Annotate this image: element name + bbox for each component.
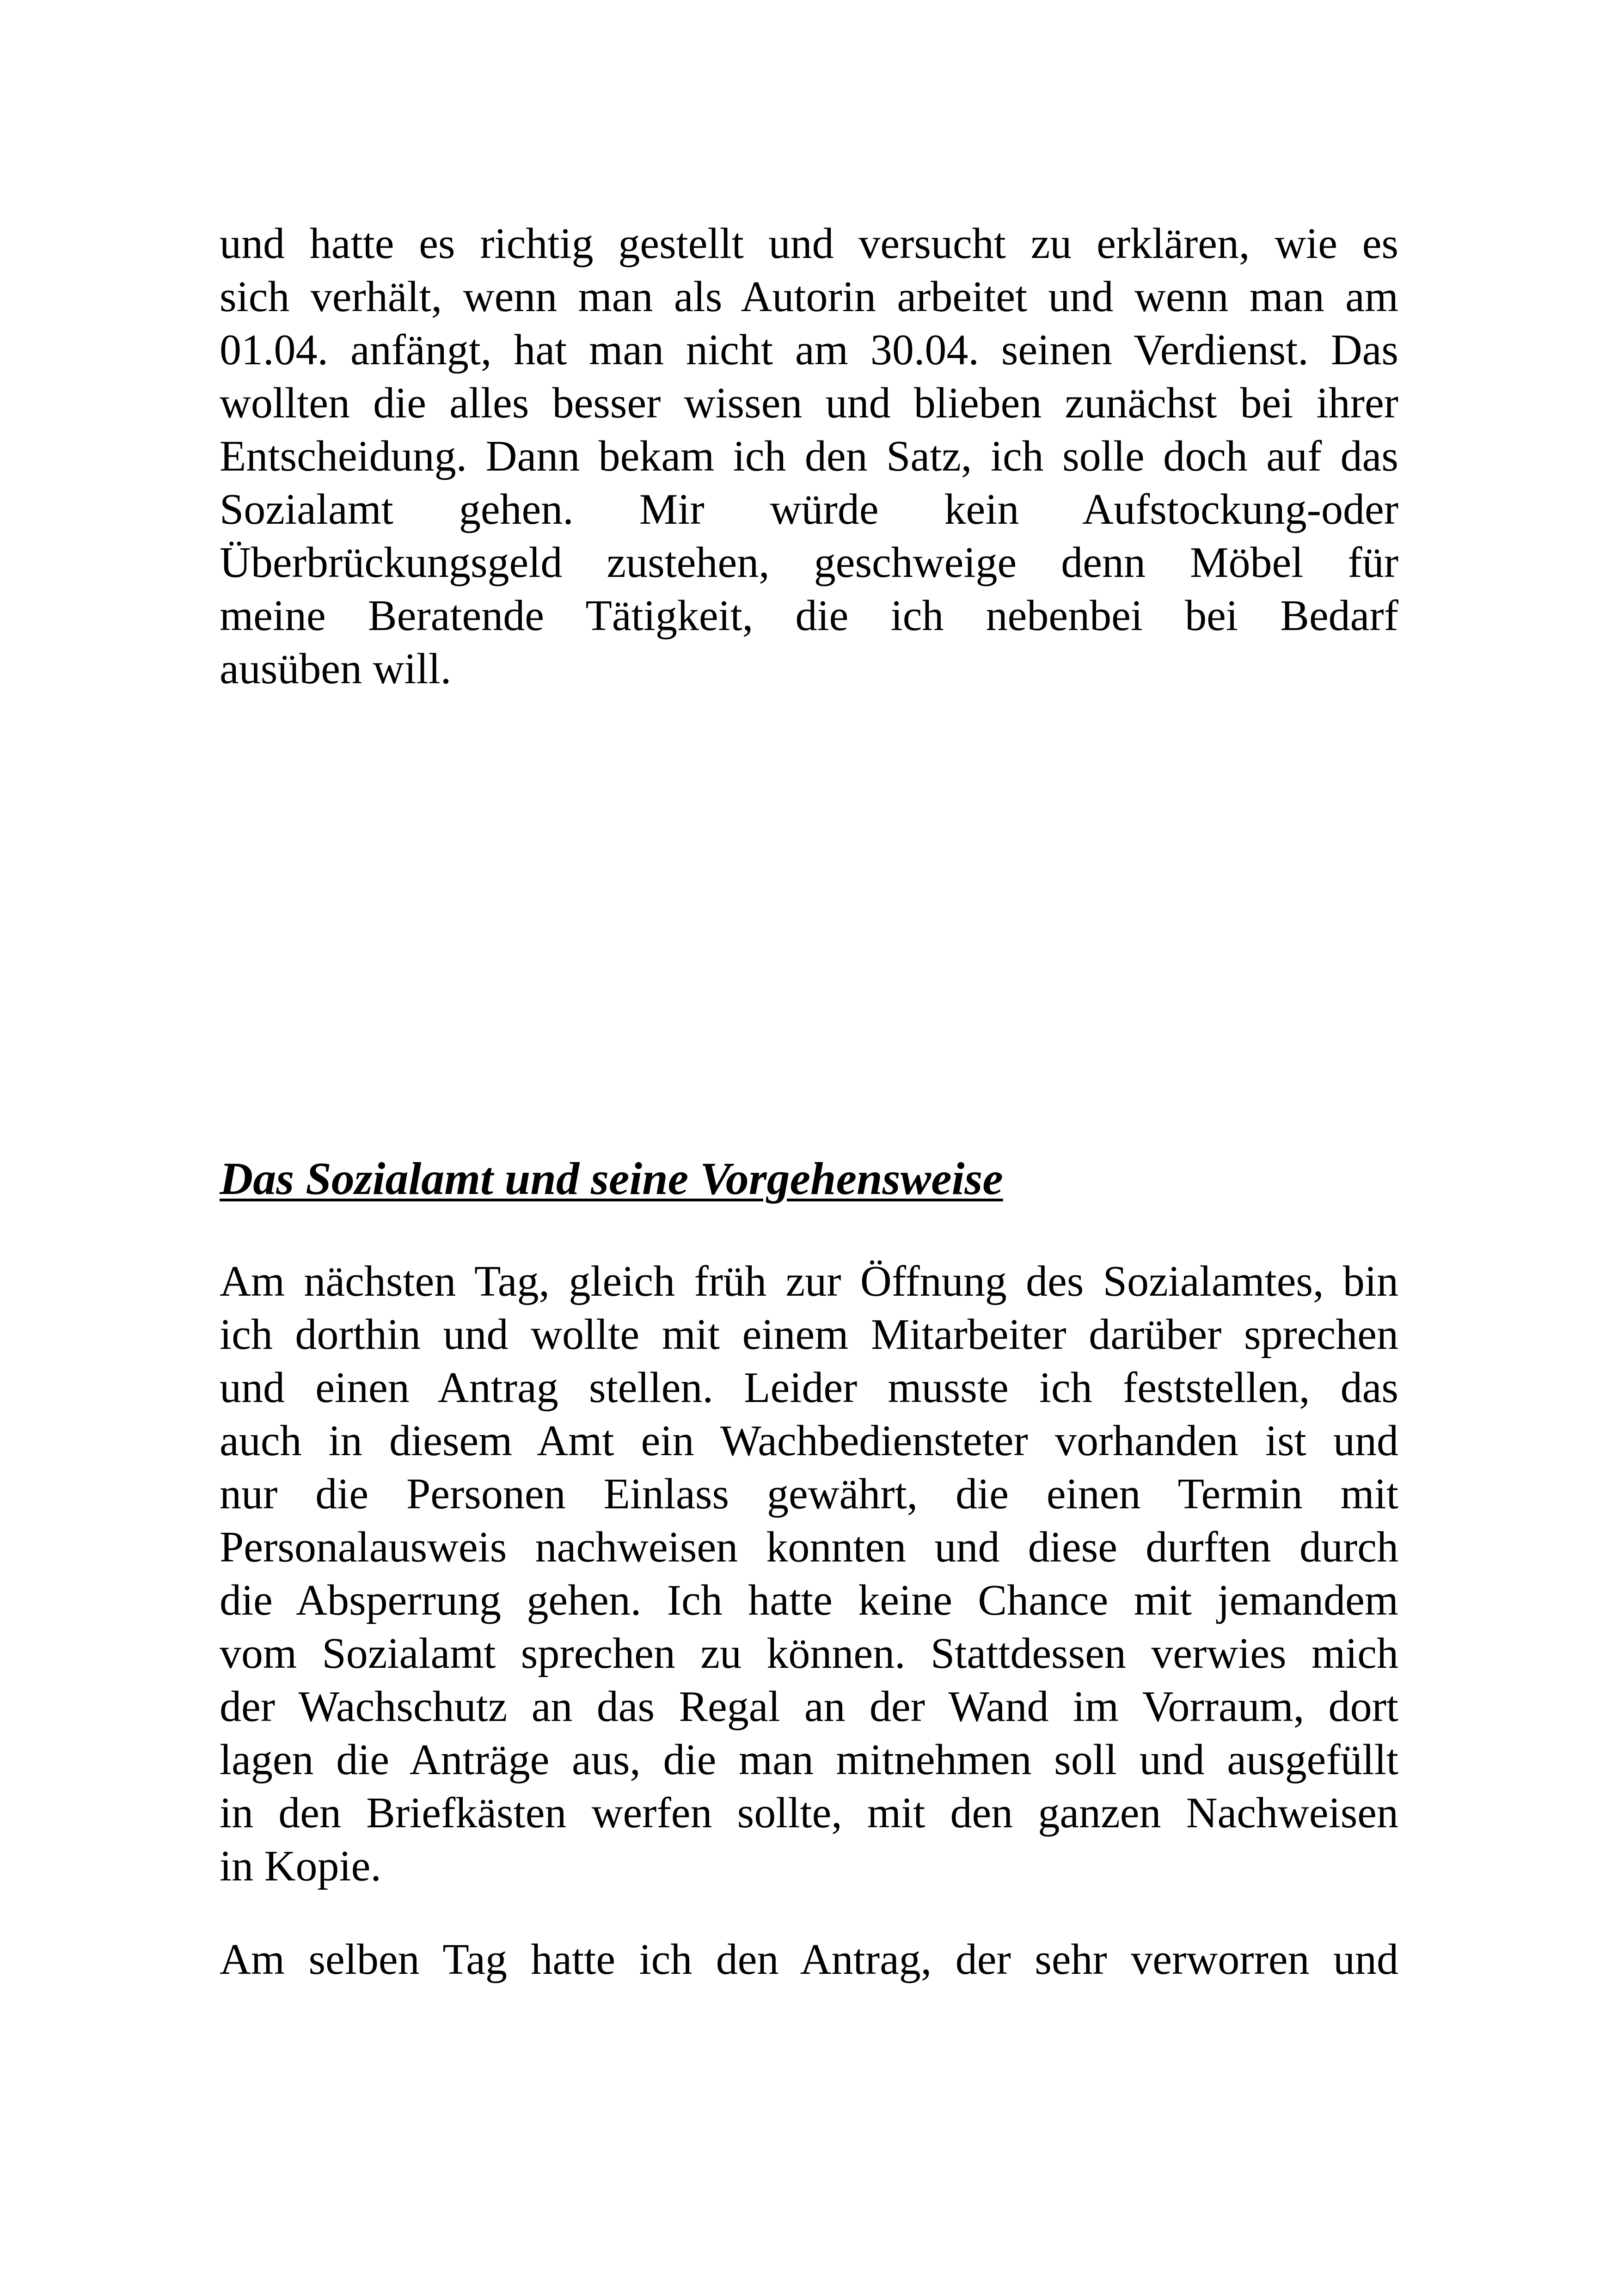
text-line: nur die Personen Einlass gewährt, die einen Termin mit: [220, 1470, 1398, 1518]
section-heading: Das Sozialamt und seine Vorgehensweise: [220, 1153, 1003, 1204]
paragraph-2: [220, 1255, 1398, 1893]
paragraph-1: [220, 217, 1398, 696]
text-line: Sozialamt gehen. Mir würde kein Aufstockung-oder: [220, 485, 1398, 533]
text-line: ich dorthin und wollte mit einem Mitarbeiter darüber sprechen: [220, 1310, 1398, 1359]
text-line: und hatte es richtig gestellt und versucht zu erklären, wie es: [220, 220, 1398, 268]
text-line: Entscheidung. Dann bekam ich den Satz, ich solle doch auf das: [220, 432, 1398, 480]
text-line: die Absperrung gehen. Ich hatte keine Chance mit jemandem: [220, 1576, 1398, 1624]
text-line: vom Sozialamt sprechen zu können. Stattdessen verwies mich: [220, 1629, 1398, 1678]
text-line: Überbrückungsgeld zustehen, geschweige denn Möbel für: [220, 539, 1398, 587]
paragraph-3: [220, 1933, 1398, 1986]
text-line: in den Briefkästen werfen sollte, mit den ganzen Nachweisen: [220, 1789, 1398, 1837]
text-line: wollten die alles besser wissen und blieben zunächst bei ihrer: [220, 379, 1398, 427]
text-line: in Kopie.: [220, 1842, 381, 1890]
text-line: lagen die Anträge aus, die man mitnehmen soll und ausgefüllt: [220, 1736, 1398, 1784]
text-line: Personalausweis nachweisen konnten und diese durften durch: [220, 1523, 1398, 1571]
text-line: 01.04. anfängt, hat man nicht am 30.04. seinen Verdienst. Das: [220, 326, 1398, 374]
text-line: Am nächsten Tag, gleich früh zur Öffnung des Sozialamtes, bin: [220, 1257, 1398, 1305]
text-line: auch in diesem Amt ein Wachbediensteter vorhanden ist und: [220, 1417, 1398, 1465]
text-line: der Wachschutz an das Regal an der Wand im Vorraum, dort: [220, 1683, 1398, 1731]
text-line: sich verhält, wenn man als Autorin arbeitet und wenn man am: [220, 273, 1398, 321]
text-line: Am selben Tag hatte ich den Antrag, der sehr verworren und: [220, 1935, 1398, 1984]
text-line: ausüben will.: [220, 645, 452, 693]
text-line: und einen Antrag stellen. Leider musste ich feststellen, das: [220, 1364, 1398, 1412]
text-line: meine Beratende Tätigkeit, die ich nebenbei bei Bedarf: [220, 592, 1398, 640]
